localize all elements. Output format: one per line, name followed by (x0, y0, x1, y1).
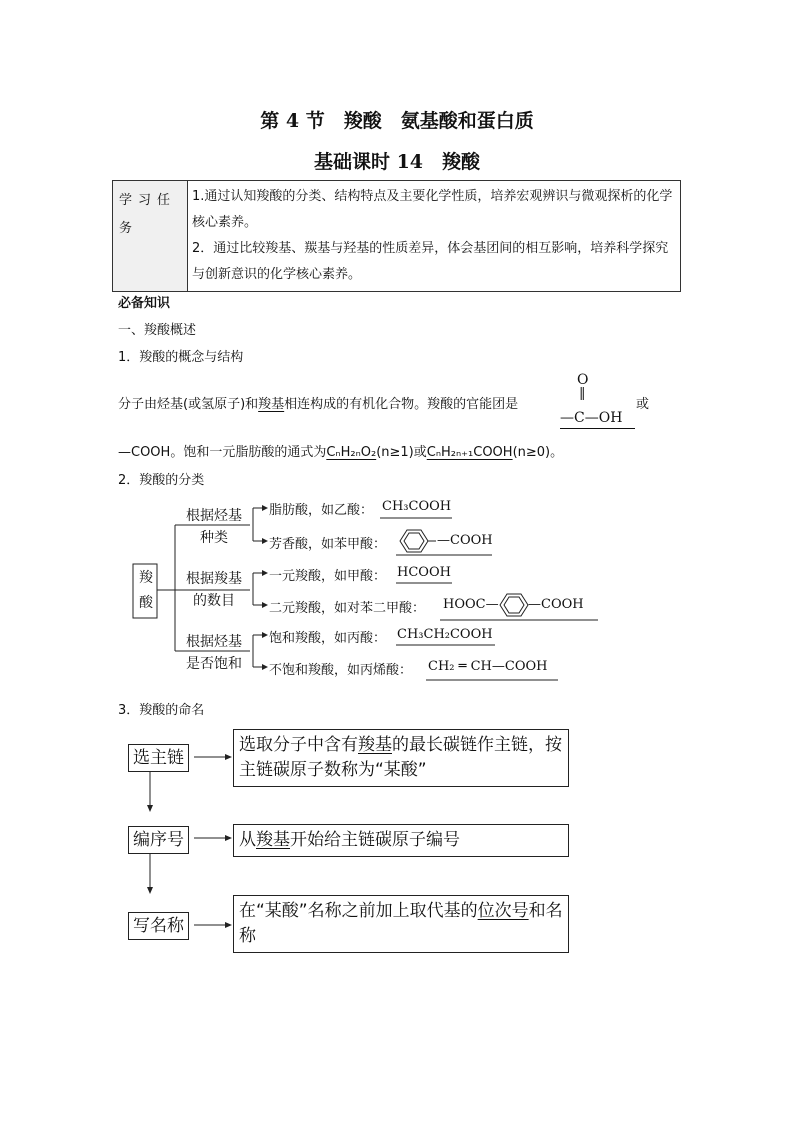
answer-terephthalic-left: HOOC— (443, 597, 499, 612)
definition-text: 分子由烃基(或氢原子)和羧基相连构成的有机化合物。羧酸的官能团是 (118, 397, 519, 412)
answer-terephthalic-right: —COOH (528, 597, 584, 612)
sub-heading-3: 3．羧酸的命名 (118, 703, 205, 718)
branch-unsaturated: 不饱和羧酸，如丙烯酸： (269, 663, 413, 678)
branch-arrows (253, 508, 265, 667)
formula-oxygen: O (577, 372, 589, 388)
step2-label: 编序号 (128, 826, 189, 854)
answer-acrylic-acid: CH₂ ═ CH—COOH (428, 659, 548, 674)
answer-acetic-acid: CH₃COOH (382, 499, 452, 514)
formula-double-bond: ‖ (579, 386, 586, 401)
step3-label: 写名称 (128, 912, 189, 940)
task-label: 学习任务 (113, 181, 188, 292)
answer-carboxyl: 羧基 (258, 397, 285, 412)
answer-benzoic-acid: —COOH (437, 533, 493, 548)
answer-carboxyl-step1: 羧基 (358, 735, 392, 755)
sub-heading-1: 1．羧酸的概念与结构 (118, 350, 244, 365)
branch-monocarboxylic: 一元羧酸，如甲酸： (269, 569, 387, 584)
group-hydrocarbon-type: 根据烃基 种类 (186, 508, 242, 546)
benzene-ring-icon (400, 530, 428, 552)
group-saturation: 根据烃基 是否饱和 (186, 634, 242, 672)
formula-carboxyl: —C—OH (560, 410, 635, 429)
section-heading: 必备知识 (118, 296, 171, 311)
definition-or: 或 (636, 397, 650, 412)
step2-text: 从羧基开始给主链碳原子编号 (233, 824, 569, 857)
answer-formula-1: CₙH₂ₙO₂ (326, 445, 377, 460)
lesson-title: 基础课时 14 羧酸 (313, 151, 481, 173)
answer-propanoic-acid: CH₃CH₂COOH (397, 627, 493, 642)
task-item-2: 2．通过比较羧基、羰基与羟基的性质差异，体会基团间的相互影响，培养科学探究与创新意识的化学核心素养。 (192, 241, 669, 282)
answer-formula-2: CₙH₂ₙ₊₁COOH (426, 445, 513, 460)
part-heading: 一、羧酸概述 (118, 323, 197, 338)
sub-heading-2: 2．羧酸的分类 (118, 473, 205, 488)
arrow-heads (262, 505, 268, 670)
step3-text: 在“某酸”名称之前加上取代基的位次号和名称 (233, 895, 569, 953)
branch-fatty-acid: 脂肪酸，如乙酸： (269, 503, 374, 518)
step1-text: 选取分子中含有羧基的最长碳链作主链，按主链碳原子数称为“某酸” (233, 729, 569, 787)
answer-carboxyl-step2: 羧基 (256, 830, 290, 850)
step1-label: 选主链 (128, 744, 189, 772)
answer-position-number: 位次号 (477, 901, 529, 921)
general-formula-line: —COOH。饱和一元脂肪酸的通式为CₙH₂ₙO₂(n≥1)或CₙH₂ₙ₊₁COOH(n≥0)。 (118, 445, 564, 460)
answer-formic-acid: HCOOH (397, 565, 451, 580)
task-item-1: 1.通过认知羧酸的分类、结构特点及主要化学性质，培养宏观辨识与微观探析的化学核心素养。 (192, 189, 673, 230)
group-carboxyl-count: 根据羧基 的数目 (186, 571, 242, 609)
branch-dicarboxylic: 二元羧酸，如对苯二甲酸： (269, 601, 426, 616)
branch-aromatic-acid: 芳香酸，如苯甲酸： (269, 537, 387, 552)
benzene-ring-icon (500, 594, 528, 616)
branch-saturated: 饱和羧酸，如丙酸： (269, 631, 387, 646)
section-title: 第 4 节 羧酸 氨基酸和蛋白质 (260, 110, 534, 132)
root-label: 羧 酸 (139, 570, 153, 611)
